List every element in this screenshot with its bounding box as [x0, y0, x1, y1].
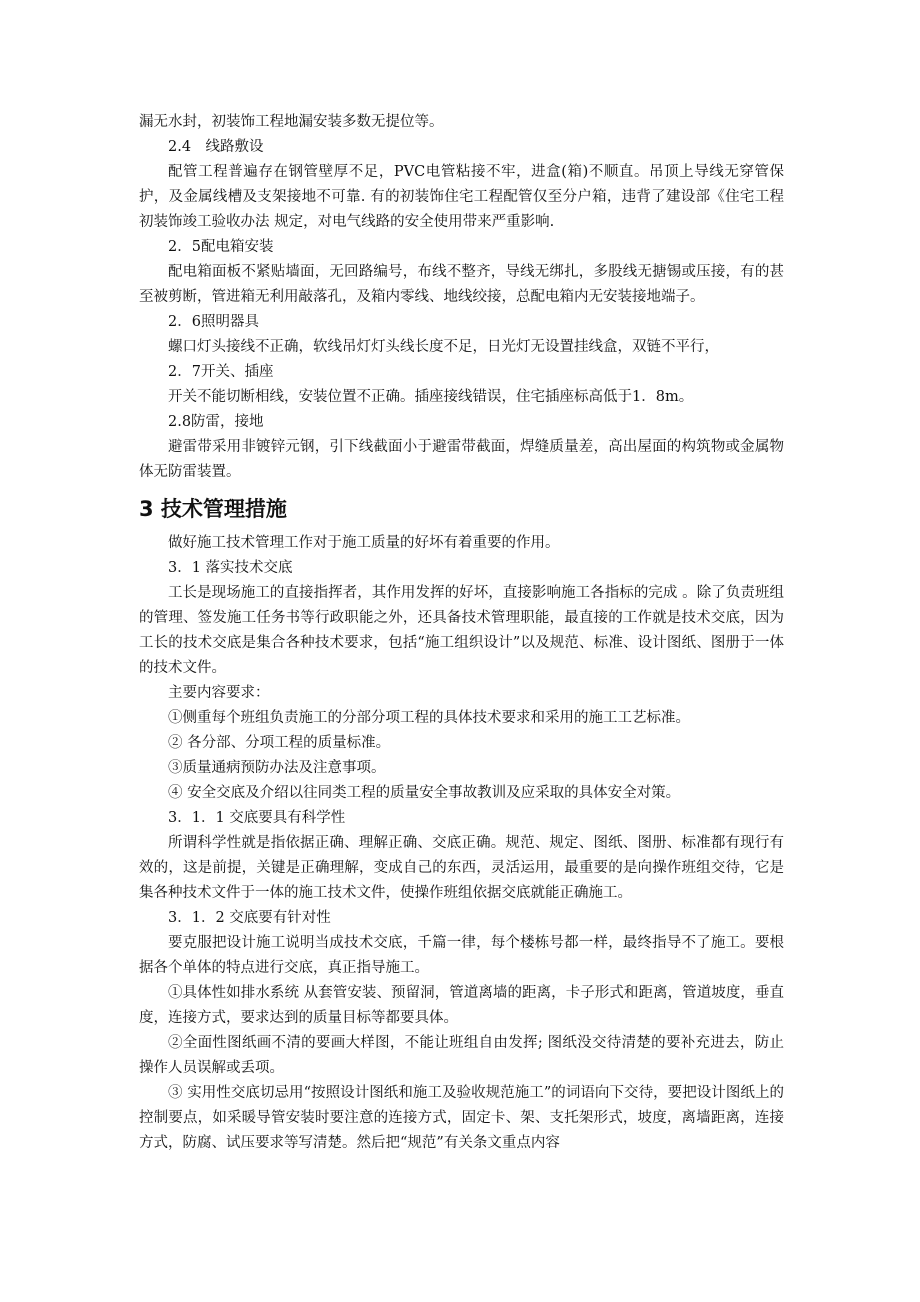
paragraph: 螺口灯头接线不正确，软线吊灯灯头线长度不足，日光灯无设置挂线盒，双链不平行，: [168, 339, 719, 355]
paragraph: 2．7开关、插座: [168, 364, 274, 380]
paragraph: ①具体性如排水系统 从套管安装、预留洞，管道离墙的距离，卡子形式和距离，管道坡度，垂直度，连接方式，要求达到的质量目标等都要具体。: [139, 985, 784, 1026]
paragraph: ③ 实用性交底切忌用“按照设计图纸和施工及验收规范施工”的词语向下交待，要把设计图纸上的控制要点，如采暖导管安装时要注意的连接方式，固定卡、架、支托架形式，坡度，离墙距离，连接方式，防腐、试压要求等写清楚。然后把“规范”有关条文重点内容: [139, 1085, 784, 1151]
paragraph: 2.8防雷，接地: [168, 414, 264, 430]
paragraph: ② 各分部、分项工程的质量标准。: [168, 735, 391, 751]
paragraph: ③质量通病预防办法及注意事项。: [168, 760, 386, 776]
section-heading: 3 技术管理措施: [139, 497, 287, 521]
paragraph: 3．1．1 交底要具有科学性: [168, 810, 346, 826]
paragraph: 3．1．2 交底要有针对性: [168, 910, 331, 926]
paragraph: 避雷带采用非镀锌元钢，引下线截面小于避雷带截面，焊缝质量差，高出屋面的构筑物或金属物体无防雷装置。: [139, 439, 784, 480]
paragraph: ④ 安全交底及介绍以往同类工程的质量安全事故教训及应采取的具体安全对策。: [168, 785, 681, 801]
paragraph: 2.4 线路敷设: [168, 139, 264, 155]
paragraph: 配电箱面板不紧贴墙面，无回路编号，布线不整齐，导线无绑扎，多股线无搪锡或压接，有的甚至被剪断，管进箱无利用敲落孔，及箱内零线、地线绞接，总配电箱内无安装接地端子。: [139, 264, 784, 305]
paragraph: 2．5配电箱安装: [168, 239, 274, 255]
paragraph: 3．1 落实技术交底: [168, 560, 293, 576]
paragraph: 2．6照明器具: [168, 314, 259, 330]
paragraph: ②全面性图纸画不清的要画大样图，不能让班组自由发挥; 图纸没交待清楚的要补充进去，防止操作人员误解或丢项。: [139, 1035, 784, 1076]
paragraph: 开关不能切断相线，安装位置不正确。插座接线错误，住宅插座标高低于1．8m。: [168, 389, 694, 405]
paragraph: 主要内容要求：: [168, 685, 270, 701]
paragraph: 漏无水封，初装饰工程地漏安装多数无提位等。: [139, 114, 444, 130]
paragraph: ①侧重每个班组负责施工的分部分项工程的具体技术要求和采用的施工工艺标准。: [168, 710, 690, 726]
paragraph: 配管工程普遍存在钢管壁厚不足，PVC电管粘接不牢，进盒(箱)不顺直。吊顶上导线无穿管保护，及金属线槽及支架接地不可靠. 有的初装饰住宅工程配管仅至分户箱，违背了建设部《住宅工程初装饰竣工验收办法 规定，对电气线路的安全使用带来严重影响.: [139, 164, 784, 230]
paragraph: 工长是现场施工的直接指挥者，其作用发挥的好坏，直接影响施工各指标的完成 。除了负责班组的管理、签发施工任务书等行政职能之外，还具备技术管理职能，最直接的工作就是技术交底，因为工长的技术交底是集合各种技术要求，包括“施工组织设计”以及规范、标准、设计图纸、图册于一体的技术文件。: [139, 585, 784, 676]
document-body: [139, 110, 784, 1156]
paragraph: 所谓科学性就是指依据正确、理解正确、交底正确。规范、规定、图纸、图册、标准都有现行有效的，这是前提，关键是正确理解，变成自己的东西，灵活运用，最重要的是向操作班组交待，它是集各种技术文件于一体的施工技术文件，使操作班组依据交底就能正确施工。: [139, 835, 784, 901]
paragraph: 要克服把设计施工说明当成技术交底，千篇一律，每个楼栋号都一样，最终指导不了施工。要根据各个单体的特点进行交底，真正指导施工。: [139, 935, 784, 976]
paragraph: 做好施工技术管理工作对于施工质量的好坏有着重要的作用。: [168, 535, 560, 551]
